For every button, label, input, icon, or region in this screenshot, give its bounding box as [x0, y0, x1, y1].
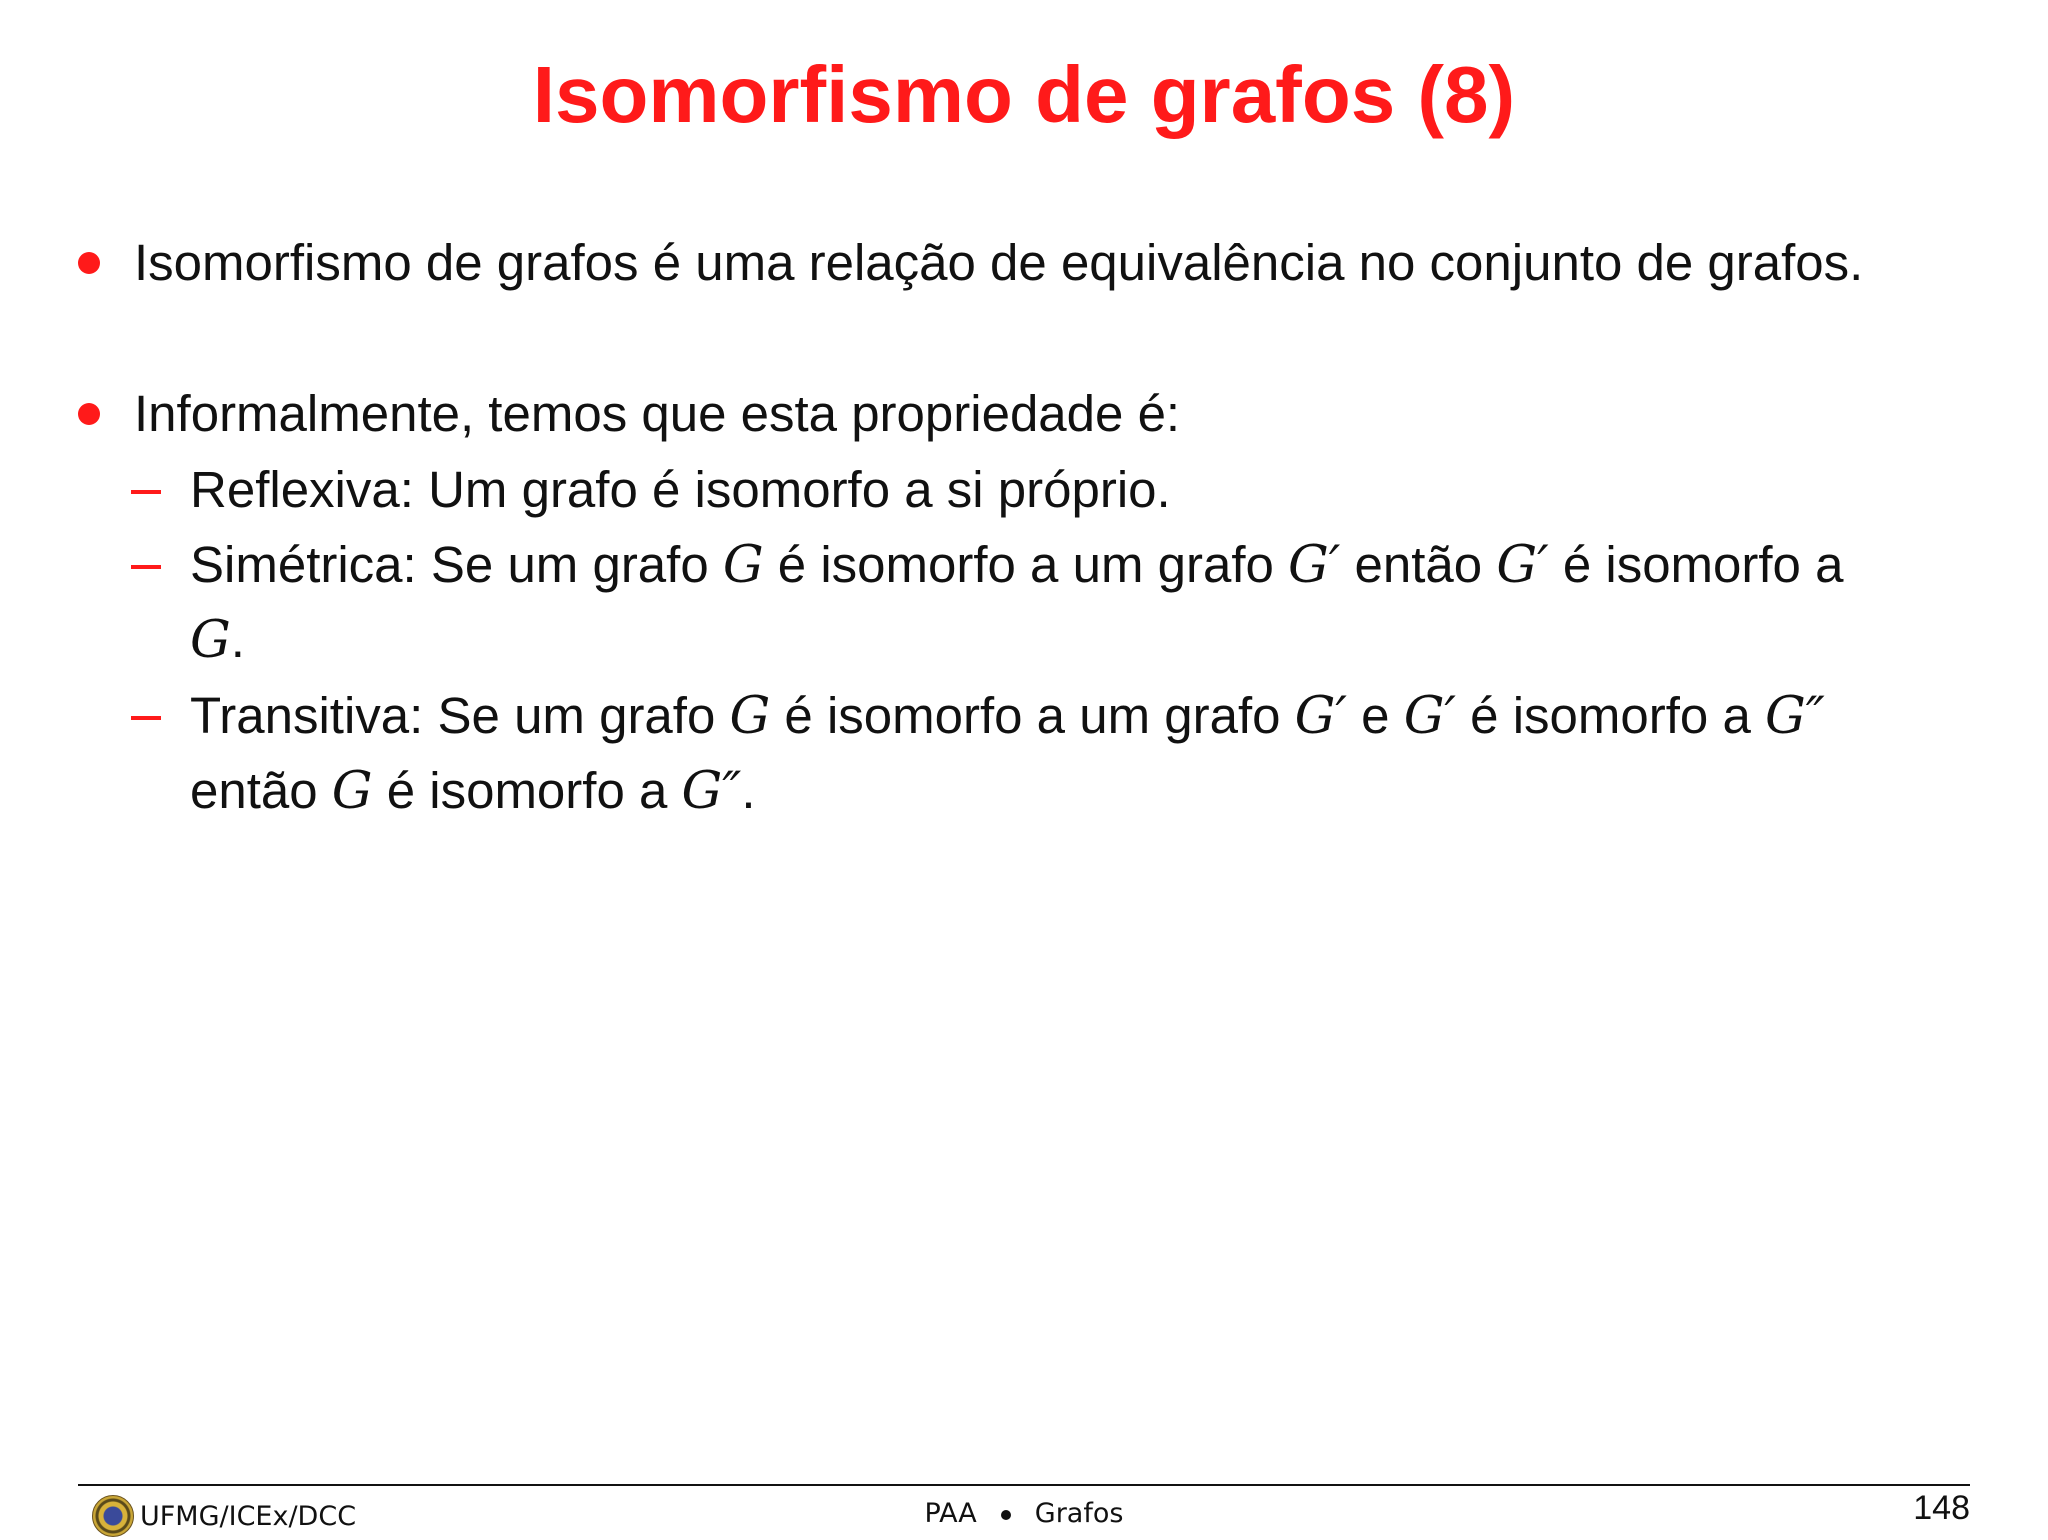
math-symbol: G′: [1288, 536, 1341, 595]
dash-marker: [131, 716, 161, 720]
bullet-separator-icon: [1001, 1510, 1011, 1520]
bullet-marker: [78, 252, 100, 274]
text-fragment: Se um grafo: [437, 687, 730, 744]
text-fragment: e: [1346, 687, 1404, 744]
text-fragment: .: [741, 762, 756, 819]
footer-course-topic: [0, 1498, 2048, 1529]
subitem-simetrica-line-2: [190, 602, 245, 679]
institution-label: UFMG/ICEx/DCC: [140, 1500, 357, 1532]
topic-label: Grafos: [1034, 1498, 1124, 1529]
subitem-label: Simétrica:: [190, 536, 417, 593]
subitem-simetrica-line-1: [190, 527, 1843, 604]
text-fragment: então: [1340, 536, 1497, 593]
dash-marker: [131, 565, 161, 569]
subitem-transitiva-line-1: [190, 678, 1825, 755]
subitem-transitiva-line-2: [190, 753, 755, 830]
math-symbol: G′: [1294, 687, 1347, 746]
text-fragment: então: [190, 762, 332, 819]
text-fragment: Se um grafo: [430, 536, 723, 593]
math-symbol: G: [331, 762, 373, 821]
page-number: 148: [1913, 1489, 1970, 1527]
text-fragment: .: [230, 611, 245, 668]
math-symbol: G′: [1403, 687, 1457, 746]
math-symbol: G: [722, 536, 764, 595]
subitem-reflexiva: [190, 452, 1171, 528]
text-fragment: é isomorfo a: [1548, 536, 1844, 593]
text-fragment: é isomorfo a um grafo: [763, 536, 1289, 593]
footer-divider: [78, 1484, 1970, 1486]
text-fragment: é isomorfo a: [1456, 687, 1765, 744]
subitem-label: Reflexiva:: [190, 461, 414, 518]
math-symbol: G: [190, 611, 231, 670]
math-symbol: G′: [1496, 536, 1549, 595]
bullet-marker: [78, 403, 100, 425]
course-label: PAA: [924, 1498, 977, 1529]
dash-marker: [131, 490, 161, 494]
subitem-label: Transitiva:: [190, 687, 424, 744]
math-symbol: G″: [1764, 687, 1825, 746]
subitem-text: Um grafo é isomorfo a si próprio.: [428, 461, 1171, 518]
math-symbol: G: [729, 687, 771, 746]
text-fragment: é isomorfo a: [372, 762, 682, 819]
math-symbol: G″: [681, 762, 742, 821]
text-fragment: é isomorfo a um grafo: [770, 687, 1295, 744]
bullet-2-text: Informalmente, temos que esta propriedade é:: [134, 385, 1181, 442]
bullet-1-text: Isomorfismo de grafos é uma relação de equivalência no conjunto de grafos.: [134, 234, 1864, 291]
slide-title: Isomorfismo de grafos (8): [532, 50, 1516, 139]
